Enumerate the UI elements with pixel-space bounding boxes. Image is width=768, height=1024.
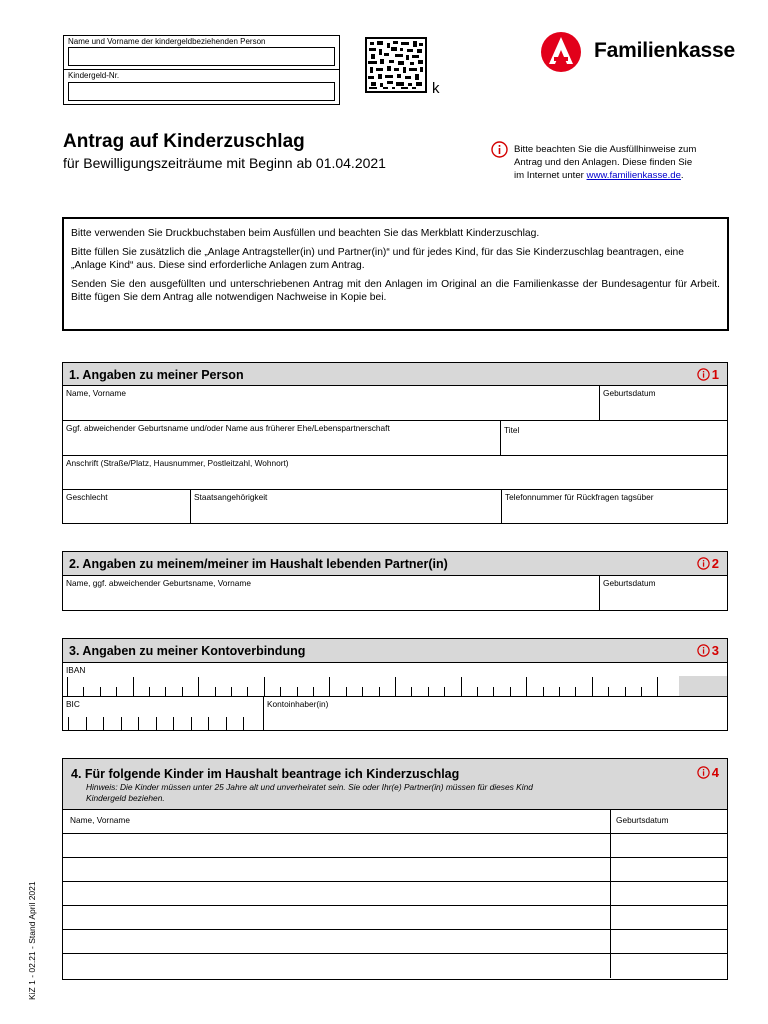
section-4-info[interactable] [697,765,719,780]
phone-cell[interactable] [502,490,727,523]
info-icon [491,141,508,158]
familienkasse-link[interactable]: www.familienkasse.de [586,170,681,181]
hint-line3-prefix: im Internet unter [514,170,587,181]
iban-tick [625,687,626,697]
gender-cell[interactable] [63,490,191,523]
barcode-suffix: k [432,80,440,97]
child-birth-cell[interactable] [611,906,727,929]
section-4-hint-line1: Hinweis: Die Kinder müssen unter 25 Jahre alt und unverheiratet sein. Sie oder Ihr(e) Partner(in) müssen für dieses Kind [86,782,533,792]
child-name-input[interactable] [66,911,607,927]
instructions-p2: Bitte füllen Sie zusätzlich die „Anlage Antragsteller(in) und Partner(in)“ und für jedes Kind, für das Sie Kinderzuschlag beantragen, eine „Anlage Kind“ aus. Diese sind erforderliche Anlagen zum Antrag. [71,247,685,271]
section-1-number: 1 [711,367,719,382]
info-icon [697,368,710,381]
iban-label: IBAN [66,665,86,675]
bic-label: BIC [66,699,80,709]
iban-tick [247,687,248,697]
name-input[interactable] [66,402,596,418]
name-cell[interactable] [63,386,600,420]
iban-tick [526,677,527,697]
child-name-input[interactable] [66,863,607,879]
holder-cell[interactable] [264,697,727,731]
iban-tick [461,677,462,697]
gender-input[interactable] [66,505,187,521]
child-name-input[interactable] [66,887,607,903]
form-title: Antrag auf Kinderzuschlag [63,131,305,152]
iban-tick [198,677,199,697]
partner-name-label: Name, ggf. abweichender Geburtsname, Vorname [66,578,251,588]
child-birth-cell[interactable] [611,930,727,953]
table-row [63,906,727,930]
children-table-header [63,810,727,834]
iban-tick [559,687,560,697]
section-3-number: 3 [711,643,719,658]
iban-tick [346,687,347,697]
iban-tick [67,677,68,697]
iban-tick [543,687,544,697]
child-birth-input[interactable] [614,935,724,951]
section-1-row-1 [63,386,727,421]
applicant-name-label: Name und Vorname der kindergeldbeziehenden Person [68,37,266,46]
child-name-cell[interactable] [63,858,611,881]
children-table [63,810,727,978]
hint-line1: Bitte beachten Sie die Ausfüllhinweise zum [514,144,697,155]
child-birth-input[interactable] [614,887,724,903]
iban-tick [264,677,265,697]
section-1-header [63,363,727,386]
iban-row [63,663,727,697]
iban-tick [510,687,511,697]
iban-tick [657,677,658,697]
child-birth-input[interactable] [614,960,724,976]
form-subtitle: für Bewilligungszeiträume mit Beginn ab 01.04.2021 [63,155,386,171]
familienkasse-logo-icon [540,31,582,73]
section-1-row-2 [63,421,727,456]
iban-tick [477,687,478,697]
iban-tick [83,687,84,697]
section-1-title: 1. Angaben zu meiner Person [69,368,244,382]
instructions-p1: Bitte verwenden Sie Druckbuchstaben beim Ausfüllen und beachten Sie das Merkblatt Kinderzuschlag. [71,228,540,239]
section-2-number: 2 [711,556,719,571]
iban-tick [493,687,494,697]
title-cell[interactable] [501,421,727,455]
nationality-cell[interactable] [191,490,502,523]
section-4-hint-line2: Kindergeld beziehen. [86,793,165,803]
iban-tick [329,677,330,697]
section-3-title: 3. Angaben zu meiner Kontoverbindung [69,644,306,658]
iban-tick [428,687,429,697]
iban-tick [575,687,576,697]
table-row [63,954,727,978]
col-name-label: Name, Vorname [70,815,130,825]
phone-label: Telefonnummer für Rückfragen tagsüber [505,492,654,502]
birthname-cell[interactable] [63,421,501,455]
iban-tick [297,687,298,697]
table-row [63,882,727,906]
birthdate-label: Geburtsdatum [603,388,656,398]
gender-label: Geschlecht [66,492,108,502]
form-version-label: KiZ 1 - 02.21 - Stand April 2021 [27,881,37,1000]
name-label: Name, Vorname [66,388,126,398]
iban-tick [116,687,117,697]
child-name-input[interactable] [66,960,607,976]
info-icon [697,644,710,657]
partner-birthdate-cell[interactable] [600,576,727,610]
hint-line2: Antrag und den Anlagen. Diese finden Sie [514,157,693,168]
applicant-name-box [63,35,340,70]
child-birth-input[interactable] [614,839,724,855]
child-name-cell[interactable] [63,930,611,953]
hint-line3-suffix: . [680,170,684,181]
bic-tick [156,717,157,731]
iban-tick [313,687,314,697]
barcode-icon [365,37,427,93]
iban-tick [411,687,412,697]
iban-tick [592,677,593,697]
col-birth-label: Geburtsdatum [616,815,669,825]
partner-birthdate-input[interactable] [603,592,724,608]
iban-tick [379,687,380,697]
instructions-box [62,217,729,331]
col-birth-header [611,810,727,833]
section-1-person [62,362,728,524]
section-1-row-4 [63,490,727,523]
iban-tick [395,677,396,697]
section-2-info[interactable] [697,556,719,571]
bic-tick [121,717,122,731]
section-1-row-3 [63,456,727,490]
child-birth-input[interactable] [614,911,724,927]
partner-name-cell[interactable] [63,576,600,610]
holder-label: Kontoinhaber(in) [267,699,329,709]
hint-text [514,143,764,182]
section-4-number: 4 [711,765,719,780]
iban-tick [280,687,281,697]
address-label: Anschrift (Straße/Platz, Hausnummer, Postleitzahl, Wohnort) [66,458,289,468]
title-input[interactable] [504,437,724,453]
section-3-header [63,639,727,663]
iban-tick [362,687,363,697]
applicant-name-field[interactable] [68,47,335,66]
birthname-label: Ggf. abweichender Geburtsname und/oder Name aus früherer Ehe/Lebenspartnerschaft [66,423,390,433]
info-icon [697,766,710,779]
section-2-row-1 [63,576,727,610]
partner-name-input[interactable] [66,592,596,608]
iban-tick [215,687,216,697]
kindergeld-nr-field[interactable] [68,82,335,101]
iban-tick [641,687,642,697]
bic-tick [243,717,244,731]
bic-tick [138,717,139,731]
iban-tick [100,687,101,697]
iban-tick [608,687,609,697]
applicant-name-input[interactable] [69,50,334,67]
bic-tick [191,717,192,731]
child-name-cell[interactable] [63,954,611,978]
child-name-cell[interactable] [63,882,611,905]
section-3-bank [62,638,728,731]
section-1-info[interactable] [697,367,719,382]
section-2-partner [62,551,728,611]
nationality-input[interactable] [194,505,498,521]
kindergeld-nr-label: Kindergeld-Nr. [68,71,120,80]
iban-tick [182,687,183,697]
section-3-info[interactable] [697,643,719,658]
child-name-input[interactable] [66,839,607,855]
iban-tick [444,687,445,697]
birthname-input[interactable] [66,437,497,453]
iban-tick [149,687,150,697]
nationality-label: Staatsangehörigkeit [194,492,268,502]
kindergeld-nr-box [63,69,340,105]
child-birth-cell[interactable] [611,858,727,881]
instructions-p3: Senden Sie den ausgefüllten und unterschriebenen Antrag mit den Anlagen im Original an die Familienkasse der Bundesagentur für Arbeit. Bitte fügen Sie dem Antrag alle notwendigen Nachweise in Kopie bei. [71,279,720,303]
birthdate-cell[interactable] [600,386,727,420]
hint-line3 [514,169,764,182]
partner-birthdate-label: Geburtsdatum [603,578,656,588]
phone-input[interactable] [505,505,724,521]
table-row [63,858,727,882]
bic-tick [68,717,69,731]
section-2-title: 2. Angaben zu meinem/meiner im Haushalt lebenden Partner(in) [69,557,448,571]
bic-tick [86,717,87,731]
child-birth-input[interactable] [614,863,724,879]
iban-tick [133,677,134,697]
section-4-children [62,758,728,980]
iban-ticks[interactable] [63,677,727,697]
info-icon [697,557,710,570]
col-name-header [63,810,611,833]
holder-input[interactable] [267,713,724,729]
bic-tick [173,717,174,731]
section-4-title: 4. Für folgende Kinder im Haushalt beantrage ich Kinderzuschlag [71,767,460,781]
iban-tick [165,687,166,697]
birthdate-input[interactable] [603,402,724,418]
child-birth-cell[interactable] [611,954,727,978]
child-name-cell[interactable] [63,834,611,857]
child-birth-cell[interactable] [611,882,727,905]
address-input[interactable] [66,471,724,487]
bic-ticks[interactable] [63,714,263,731]
table-row [63,834,727,858]
bic-tick [226,717,227,731]
section-4-header [63,759,727,810]
bic-tick [208,717,209,731]
bic-tick [103,717,104,731]
bic-cell[interactable] [63,697,264,731]
address-cell[interactable] [63,456,727,489]
child-name-input[interactable] [66,935,607,951]
iban-tick [231,687,232,697]
brand-name: Familienkasse [594,39,735,62]
bic-row [63,697,727,731]
section-2-header [63,552,727,576]
child-birth-cell[interactable] [611,834,727,857]
kindergeld-nr-input[interactable] [69,85,334,102]
iban-cell[interactable] [63,663,727,696]
table-row [63,930,727,954]
child-name-cell[interactable] [63,906,611,929]
title-label: Titel [504,425,520,435]
